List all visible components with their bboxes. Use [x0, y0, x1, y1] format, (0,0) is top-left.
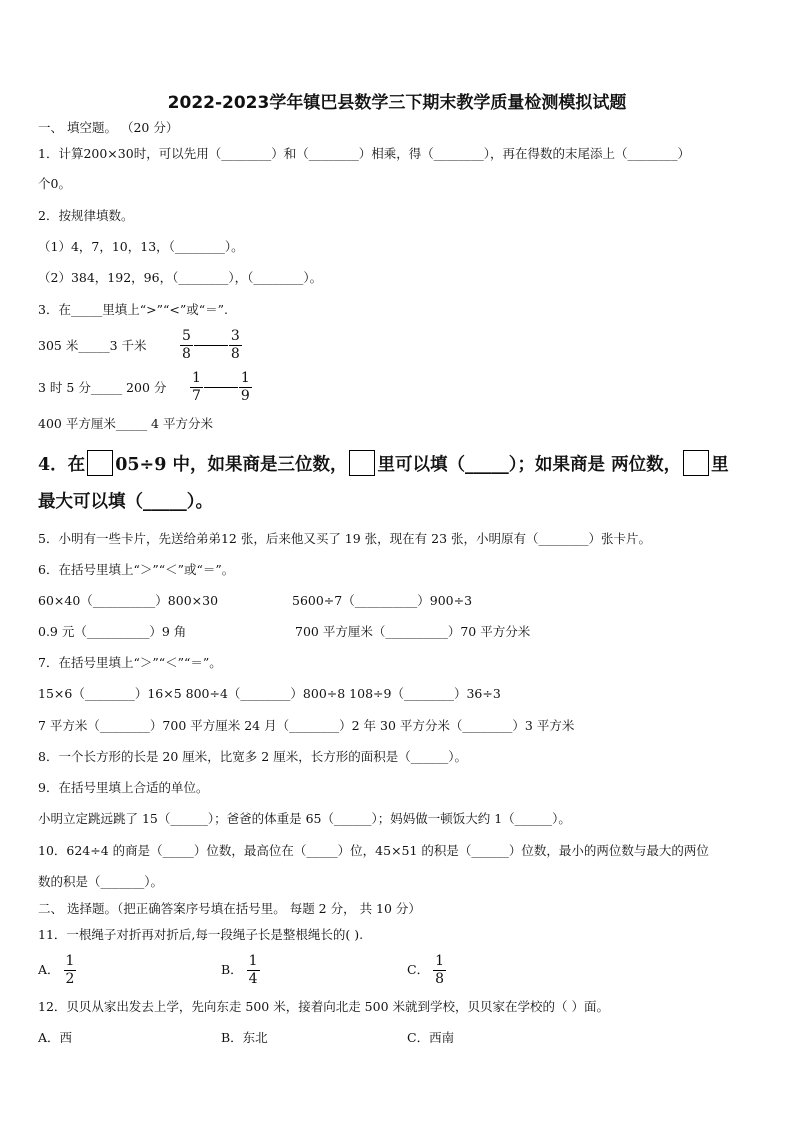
q4-text-1: 4．在 [38, 455, 86, 475]
question-2: 2．按规律填数。 [38, 208, 134, 223]
question-6-item-c: 0.9 元（__________）9 角 [38, 624, 187, 639]
page-title: 2022-2023学年镇巴县数学三下期末教学质量检测模拟试题 [167, 93, 627, 113]
fraction-1-7: $\frac{1}{7}$ [192, 370, 201, 404]
option-a[interactable] [38, 953, 76, 988]
digit-box[interactable] [87, 450, 113, 476]
question-7: 7．在括号里填上“＞”“＜”“＝”。 [38, 655, 222, 670]
question-3-item-c: 400 平方厘米_____ 4 平方分米 [38, 416, 213, 431]
question-6-item-d: 700 平方厘米（__________）70 平方分米 [295, 624, 531, 639]
question-12: 12．贝贝从家出发去上学，先向东走 500 米，接着向北走 500 米就到学校，贝贝家在学校的（ ）面。 [38, 999, 609, 1014]
question-7-row-2: 7 平方米（________）700 平方厘米 24 月（________）2 年 30 平方分米（________）3 平方米 [38, 718, 575, 733]
question-10-line-1: 10．624÷4 的商是（_____）位数，最高位在（_____）位，45×51 的积是（______）位数，最小的两位数与最大的两位 [38, 843, 709, 858]
digit-box[interactable] [349, 450, 375, 476]
q4-text-3: 里可以填（_____）；如果商是 两位数， [377, 455, 682, 475]
option-label: A． [38, 962, 60, 977]
q4-text-4: 里 [711, 455, 729, 475]
fraction-1-9: $\frac{1}{9}$ [240, 370, 250, 404]
option-b[interactable]: B．东北 [221, 1030, 268, 1045]
question-6-item-a: 60×40（__________）800×30 [38, 593, 219, 608]
option-c[interactable] [407, 953, 446, 988]
question-1-line-2: 个0。 [38, 176, 71, 191]
question-3-fraction-compare-1 [180, 328, 242, 363]
question-11: 11．一根绳子对折再对折后,每一段绳子长是整根绳长的( ). [38, 927, 364, 942]
fraction-5-8: $\frac{5}{8}$ [182, 328, 191, 362]
fraction-1-2: $\frac{1}{2}$ [65, 953, 75, 987]
option-b[interactable] [221, 953, 260, 988]
question-5: 5．小明有一些卡片，先送给弟弟12 张，后来他又买了 19 张，现在有 23 张，小明原有（________）张卡片。 [38, 531, 652, 546]
section-1-heading: 一、 填空题。 （20 分） [38, 120, 179, 135]
question-10-line-2: 数的积是（_______）。 [38, 874, 164, 889]
question-6: 6．在括号里填上“＞”“＜”或“＝”。 [38, 562, 235, 577]
question-3-item-a: 305 米_____3 千米 [38, 338, 147, 353]
question-8: 8．一个长方形的长是 20 厘米，比宽多 2 厘米，长方形的面积是（______）。 [38, 749, 467, 764]
question-3: 3．在_____里填上“>”“<”或“＝”. [38, 302, 228, 317]
question-9-items: 小明立定跳远跳了 15（______）；爸爸的体重是 65（______）；妈妈做一顿饭大约 1（______）。 [38, 811, 571, 826]
question-2-part-2: （2）384，192，96，（________），（________）。 [38, 270, 323, 285]
option-label: B． [221, 962, 243, 977]
answer-blank[interactable] [194, 345, 228, 346]
option-label: C． [407, 962, 430, 977]
question-7-row-1: 15×6（________）16×5 800÷4（________）800÷8 108÷9（________）36÷3 [38, 686, 501, 701]
q4-text-2: 05÷9 中，如果商是三位数， [115, 455, 348, 475]
fraction-3-8: $\frac{3}{8}$ [230, 328, 240, 362]
answer-blank[interactable] [204, 387, 238, 388]
question-2-part-1: （1）4，7，10，13，（________）。 [38, 239, 244, 254]
fraction-1-4: $\frac{1}{4}$ [248, 953, 258, 987]
question-9: 9．在括号里填上合适的单位。 [38, 780, 209, 795]
question-1-line-1: 1．计算200×30时，可以先用（________）和（________）相乘，得（________），再在得数的末尾添上（________） [38, 146, 690, 161]
question-4-line-2: 最大可以填（_____）。 [38, 492, 213, 512]
question-4-line-1 [38, 450, 729, 477]
question-3-fraction-compare-2 [190, 370, 252, 405]
question-6-item-b: 5600÷7（__________）900÷3 [292, 593, 473, 608]
option-c[interactable]: C．西南 [407, 1030, 455, 1045]
section-2-heading: 二、 选择题。（把正确答案序号填在括号里。 每题 2 分， 共 10 分） [38, 901, 421, 916]
fraction-1-8: $\frac{1}{8}$ [435, 953, 444, 987]
option-a[interactable]: A．西 [38, 1030, 73, 1045]
digit-box[interactable] [683, 450, 709, 476]
question-3-item-b: 3 时 5 分_____ 200 分 [38, 380, 167, 395]
